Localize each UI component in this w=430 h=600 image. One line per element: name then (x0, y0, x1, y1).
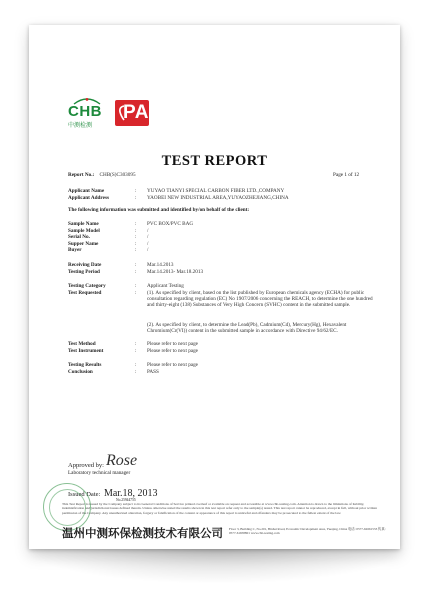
page-shadow (22, 548, 412, 584)
logo-chb-sub: 中测检测 (68, 123, 93, 129)
sample-name: PVC BOX/PVC BAG (147, 221, 194, 227)
colon: : (135, 221, 137, 227)
colon: : (135, 283, 137, 289)
testing-category: Applicant Testing (147, 283, 184, 289)
colon: : (135, 247, 137, 253)
testing-results-label: Testing Results (68, 362, 102, 368)
report-no: CHB(S)C303095 (99, 172, 136, 178)
report-title: TEST REPORT (161, 153, 268, 169)
colon: : (135, 188, 137, 194)
colon: : (135, 195, 137, 201)
colon: : (135, 262, 137, 268)
serial-no-label: Serial No. (68, 234, 90, 240)
buyer-label: Buyer (68, 247, 82, 253)
issued-date-label: Issued Date: (68, 491, 101, 498)
colon: : (135, 289, 137, 296)
footer-notice: This Test Report is issued by the Company subject to its General Conditions of Service printed overleaf or available on request and accessible at www.chb-testing.com. Attention is drawn to the limitations of liability, indemnification and jurisdictional issues defined therein. Unless otherwise stated the results shown in this test report refer only to the sample(s) tested. This test report cannot be reproduced, except in full, without prior written permission of the Company. Any unauthorized alteration, forgery or falsification of the content or appearance of this report is unlawful and offenders may be prosecuted to the fullest extent of the law. (62, 502, 377, 515)
testing-results: Please refer to next page (147, 362, 198, 368)
report-number-row (68, 172, 136, 178)
page-number: Page 1 of 12 (333, 172, 360, 178)
colon: : (135, 347, 137, 354)
report-no-label: Report No.: (68, 172, 95, 178)
test-instrument: Please refer to next page (147, 347, 198, 354)
serial-no: / (147, 234, 149, 240)
buyer: / (147, 247, 149, 253)
logo-pai: PAI (123, 102, 155, 123)
colon: : (135, 234, 137, 240)
conclusion: PASS (147, 368, 159, 375)
colon: : (135, 227, 137, 234)
company-address: Floor 3, Building C, No.201, Binhai Road, Economic Development Area, Yueqing, China 电话: 0577-62661533 传真: 0577-61658801 www.chb-testing.com (229, 527, 386, 535)
test-requested-label: Test Requested (68, 289, 102, 296)
approved-by-label: Approved by: (68, 462, 104, 469)
testing-period-label: Testing Period (68, 268, 100, 275)
company-seal-inner (49, 489, 86, 526)
test-requested-2: (2). As specified by client, to determine the Lead(Pb), Cadmium(Cd), Mercury(Hg), Hexavalent Chromium(Cr(VI)) content in the submitted sample in accordance with Directive 94/62/EC. (147, 321, 347, 334)
applicant-address-label: Applicant Address (68, 195, 109, 201)
receiving-date: Mar.14.2013 (147, 262, 174, 268)
supper-name: / (147, 240, 149, 247)
test-method: Please refer to next page (147, 341, 198, 347)
colon: : (135, 268, 137, 275)
receiving-date-label: Receiving Date (68, 262, 102, 268)
approver-role: Laboratory technical manager (68, 470, 131, 476)
document-page (29, 25, 400, 549)
applicant-address: YAOBEI NEW INDUSTRIAL AREA,YUYAOZHEJIANG,CHINA (147, 195, 289, 201)
applicant-name: YUYAO TIANYI SPECIAL CARBON FIBER LTD.,COMPANY (147, 188, 285, 194)
test-instrument-label: Test Instrument (68, 347, 104, 354)
test-requested-1: (1). As specified by client, based on the list published by European chemicals agency (ECHA) for public consultation regarding regulation (EC) No 1907/2006 concerning the REACH, to determine the one hundred and thirty-eight (138) Substances of Very High Concern (SVHC) content in the submitted sample. (147, 289, 373, 309)
logo-chb: CHB (68, 103, 102, 120)
supper-name-label: Supper Name (68, 240, 99, 247)
conclusion-label: Conclusion (68, 368, 93, 375)
serial-number: No.25944755 (116, 498, 136, 502)
sample-model-label: Sample Model (68, 227, 100, 234)
sample-name-label: Sample Name (68, 221, 99, 227)
testing-category-label: Testing Category (68, 283, 106, 289)
colon: : (135, 341, 137, 347)
test-method-label: Test Method (68, 341, 96, 347)
company-seal (43, 483, 91, 531)
company-name-cn: 温州中测环保检测技术有限公司 (62, 526, 223, 540)
info-line: The following information was submitted and identified by/on behalf of the client: (68, 207, 250, 213)
signature: Rose (106, 452, 138, 469)
logo-pai-box (115, 100, 155, 126)
issued-date: Mar.18, 2013 (103, 488, 158, 499)
colon: : (135, 362, 137, 368)
colon: : (135, 240, 137, 247)
applicant-name-label: Applicant Name (68, 188, 105, 194)
sample-model: / (147, 227, 149, 234)
testing-period: Mar.14.2013- Mar.18.2013 (147, 268, 204, 275)
colon: : (135, 368, 137, 375)
